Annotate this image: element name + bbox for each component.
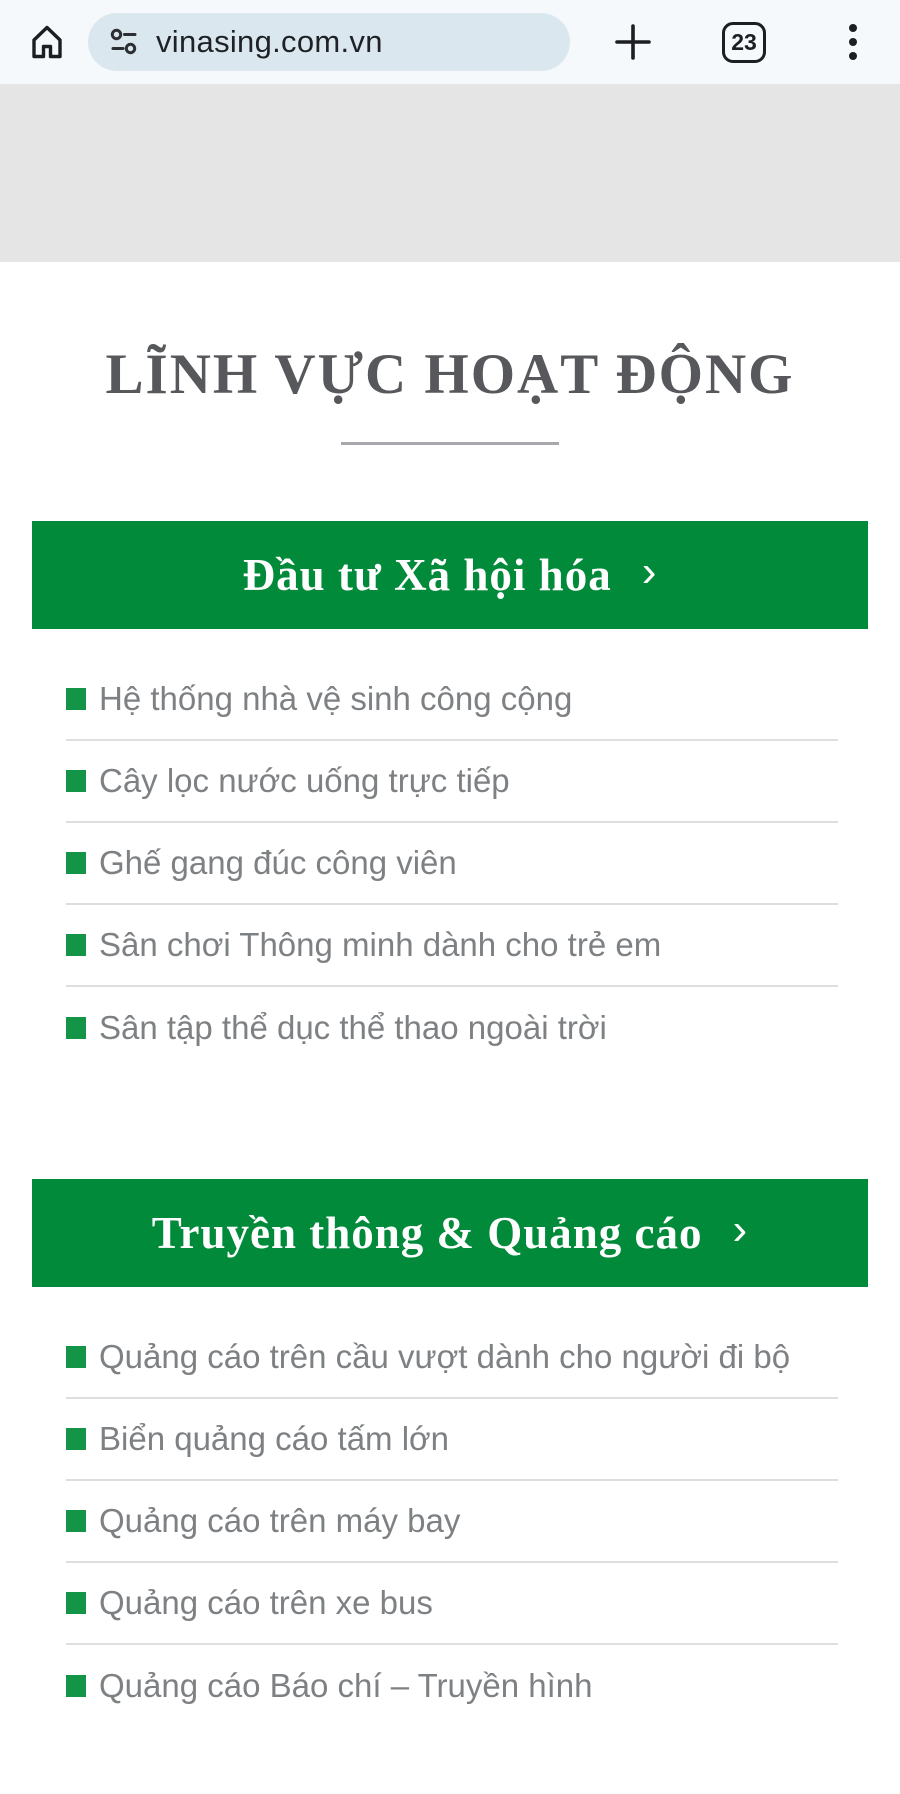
square-bullet-icon <box>66 1428 86 1450</box>
list-item[interactable] <box>66 659 838 741</box>
list-item[interactable] <box>66 905 838 987</box>
square-bullet-icon <box>66 1346 86 1368</box>
list-item-label: Hệ thống nhà vệ sinh công cộng <box>99 679 573 717</box>
browser-toolbar <box>0 0 900 84</box>
list-item[interactable] <box>66 823 838 905</box>
list-item-label: Quảng cáo trên xe bus <box>99 1583 433 1621</box>
list-item[interactable] <box>66 1563 838 1645</box>
page-title: LĨNH VỰC HOẠT ĐỘNG <box>105 343 795 406</box>
chevron-right-icon: › <box>641 546 658 596</box>
square-bullet-icon <box>66 770 86 792</box>
section-button-truyen-thong-quang-cao[interactable] <box>32 1179 868 1287</box>
site-settings-icon[interactable] <box>106 25 142 59</box>
url-bar[interactable] <box>88 13 570 71</box>
chevron-right-icon: › <box>732 1204 749 1254</box>
square-bullet-icon <box>66 934 86 956</box>
square-bullet-icon <box>66 1675 86 1697</box>
section-heading: Đầu tư Xã hội hóa <box>242 549 612 600</box>
section-button-dau-tu-xa-hoi-hoa[interactable] <box>32 521 868 629</box>
square-bullet-icon <box>66 688 86 710</box>
new-tab-button[interactable] <box>610 19 656 65</box>
kebab-icon <box>849 24 857 32</box>
list-item[interactable] <box>66 1317 838 1399</box>
title-divider <box>341 442 559 445</box>
tab-count: 23 <box>731 28 757 55</box>
list-item[interactable] <box>66 741 838 823</box>
square-bullet-icon <box>66 852 86 874</box>
hero-image-placeholder <box>0 84 900 262</box>
menu-button[interactable] <box>838 24 868 60</box>
tab-switcher-button[interactable] <box>722 22 766 63</box>
list-item-label: Biển quảng cáo tấm lớn <box>99 1419 450 1457</box>
square-bullet-icon <box>66 1017 86 1039</box>
list-item-label: Sân tập thể dục thể thao ngoài trời <box>99 1008 607 1046</box>
list-item-label: Quảng cáo trên máy bay <box>99 1501 461 1539</box>
list-item-label: Cây lọc nước uống trực tiếp <box>99 761 510 799</box>
plus-icon <box>611 20 655 64</box>
home-icon <box>25 20 69 64</box>
url-text: vinasing.com.vn <box>156 24 383 59</box>
list-item[interactable] <box>66 1481 838 1563</box>
feature-list-2 <box>66 1317 838 1727</box>
list-item[interactable] <box>66 1645 838 1727</box>
square-bullet-icon <box>66 1510 86 1532</box>
section-heading: Truyền thông & Quảng cáo <box>151 1207 703 1258</box>
list-item-label: Sân chơi Thông minh dành cho trẻ em <box>99 925 662 963</box>
list-item[interactable] <box>66 987 838 1069</box>
list-item-label: Quảng cáo trên cầu vượt dành cho người đi bộ <box>99 1337 791 1375</box>
list-item[interactable] <box>66 1399 838 1481</box>
feature-list-1 <box>66 659 838 1069</box>
list-item-label: Ghế gang đúc công viên <box>99 843 457 881</box>
home-button[interactable] <box>24 19 70 65</box>
list-item-label: Quảng cáo Báo chí – Truyền hình <box>99 1666 593 1704</box>
square-bullet-icon <box>66 1592 86 1614</box>
